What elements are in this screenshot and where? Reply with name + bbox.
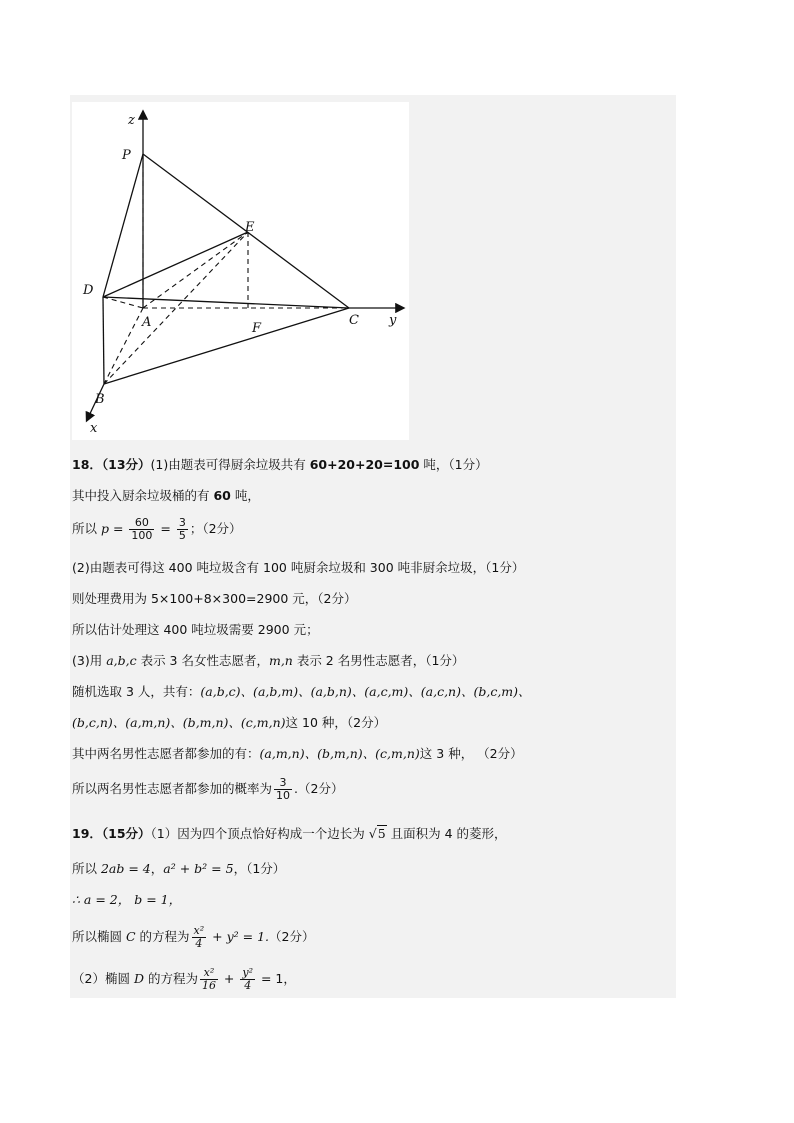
frac-num: 3	[274, 777, 292, 790]
answer-sheet	[70, 95, 676, 998]
q18-l2-text: 其中投入厨余垃圾桶的有	[72, 488, 214, 503]
var-mn: m,n	[268, 653, 293, 668]
q18-heading: 18．（13分）	[72, 457, 151, 472]
var-abc: a,b,c	[106, 653, 137, 668]
frac-den: 16	[201, 979, 216, 992]
q18-l7-end: 表示 2 名男性志愿者，（1分）	[292, 653, 465, 668]
label-y: y	[389, 313, 397, 328]
fraction-x2-4	[192, 925, 207, 950]
q19-line-4	[72, 925, 314, 950]
label-D: D	[83, 283, 94, 298]
q19-line-1	[72, 826, 507, 842]
q19-l2-sep: ，	[150, 861, 164, 876]
q19-l4-plus: + y² = 1.	[208, 929, 270, 944]
edge-DC	[103, 297, 349, 308]
q18-line-10	[72, 746, 523, 762]
q19-l5-end: = 1，	[257, 971, 296, 986]
q19-l1-end: 且面积为 4 的菱形，	[386, 826, 507, 841]
q19-l5-plus: +	[219, 971, 239, 986]
q18-line-9	[72, 715, 386, 731]
fraction-x2-16	[200, 967, 218, 992]
q18-l3-end: ；（2分）	[189, 521, 242, 536]
q19-line-3: ∴ a = 2， b = 1，	[72, 892, 182, 907]
fraction-y2-4	[240, 967, 255, 992]
frac-num: y²	[242, 966, 253, 979]
label-E: E	[245, 220, 255, 235]
q19-l4-end: （2分）	[269, 929, 315, 944]
fraction-3-10	[274, 777, 292, 802]
combo-list-1: (a,b,c)、(a,b,m)、(a,b,n)、(a,c,m)、(a,c,n)、(b,c,m)、	[200, 684, 531, 699]
fraction-60-100	[129, 517, 154, 542]
q18-l10-end: 这 3 种， （2分）	[419, 746, 523, 761]
q18-l2-end: 吨，	[230, 488, 260, 503]
q18-line-2	[72, 488, 260, 504]
q18-l8-pre: 随机选取 3 人，共有：	[72, 684, 201, 699]
frac-den: 5	[178, 529, 186, 542]
q18-l7-mid: 表示 3 名女性志愿者，	[136, 653, 269, 668]
label-B: B	[95, 392, 105, 407]
q18-line-1	[72, 457, 488, 473]
q18-l2-num: 60	[213, 488, 231, 503]
frac-den: 4	[195, 937, 203, 950]
geometry-figure	[72, 102, 409, 440]
q18-l1-nums: 60+20+20=100	[309, 457, 420, 472]
frac-num: x²	[200, 967, 218, 980]
var-C: C	[125, 929, 136, 944]
q18-l1-end: 吨，（1分）	[419, 457, 488, 472]
q19-l5-pre: （2）椭圆	[72, 971, 134, 986]
var-D: D	[133, 971, 144, 986]
frac-num: x²	[193, 924, 205, 937]
sqrt-radicand: 5	[377, 826, 386, 841]
edge-DB	[103, 297, 104, 384]
q19-heading: 19．（15分）	[72, 826, 151, 841]
sqrt-5: √5	[368, 826, 386, 841]
q18-line-3	[72, 517, 242, 542]
q18-l11-pre: 所以两名男性志愿者都参加的概率为	[72, 781, 273, 796]
combo-list-2: (b,c,n)、(a,m,n)、(b,m,n)、(c,m,n)	[72, 715, 286, 730]
q19-l4-mid: 的方程为	[135, 929, 190, 944]
q19-line-5	[72, 967, 296, 992]
edge-DE	[103, 232, 248, 297]
edge-AB	[104, 308, 143, 384]
q18-line-5: 则处理费用为 5×100+8×300=2900 元，（2分）	[72, 591, 357, 606]
q18-l3-eq: =	[109, 521, 128, 536]
frac-num: 60	[129, 517, 154, 530]
eq-2ab: 2ab = 4	[100, 861, 151, 876]
q18-l3-pre: 所以	[72, 521, 101, 536]
edge-PD	[103, 154, 143, 297]
q18-line-7	[72, 653, 464, 669]
edge-AE	[143, 232, 248, 308]
edge-BC	[104, 308, 349, 384]
q18-l7-pre: (3)用	[72, 653, 107, 668]
fraction-3-5	[177, 517, 188, 542]
pyramid-diagram	[72, 102, 409, 440]
eq-a2b2: a² + b² = 5	[163, 861, 234, 876]
q19-l4-pre: 所以椭圆	[72, 929, 126, 944]
frac-den: 10	[276, 789, 291, 802]
label-P: P	[122, 148, 131, 163]
q18-l3-eq2: =	[156, 521, 175, 536]
var-p: p	[100, 521, 109, 536]
frac-num: 3	[178, 516, 186, 529]
label-F: F	[252, 321, 262, 336]
q18-l11-end: .（2分）	[294, 781, 344, 796]
q18-line-11	[72, 777, 343, 802]
q18-line-8	[72, 684, 531, 700]
q19-l5-mid: 的方程为	[143, 971, 198, 986]
label-C: C	[349, 313, 359, 328]
q18-line-6: 所以估计处理这 400 吨垃圾需要 2900 元；	[72, 622, 319, 637]
q18-l10-pre: 其中两名男性志愿者都参加的有：	[72, 746, 260, 761]
q18-line-4: (2)由题表可得这 400 吨垃圾含有 100 吨厨余垃圾和 300 吨非厨余垃圾，（1分）	[72, 560, 525, 575]
q18-l1-text: (1)由题表可得厨余垃圾共有	[150, 457, 310, 472]
q19-line-2	[72, 861, 285, 877]
label-z: z	[128, 113, 135, 128]
q19-l2-pre: 所以	[72, 861, 101, 876]
label-x: x	[90, 421, 98, 436]
q19-l1-text: （1）因为四个顶点恰好构成一个边长为	[150, 826, 369, 841]
frac-den: 100	[131, 529, 153, 542]
frac-den: 4	[244, 979, 252, 992]
combo-list-3: (a,m,n)、(b,m,n)、(c,m,n)	[259, 746, 420, 761]
label-A: A	[142, 315, 152, 330]
q18-l9-end: 这 10 种，（2分）	[285, 715, 387, 730]
q19-l2-end: ，（1分）	[233, 861, 286, 876]
